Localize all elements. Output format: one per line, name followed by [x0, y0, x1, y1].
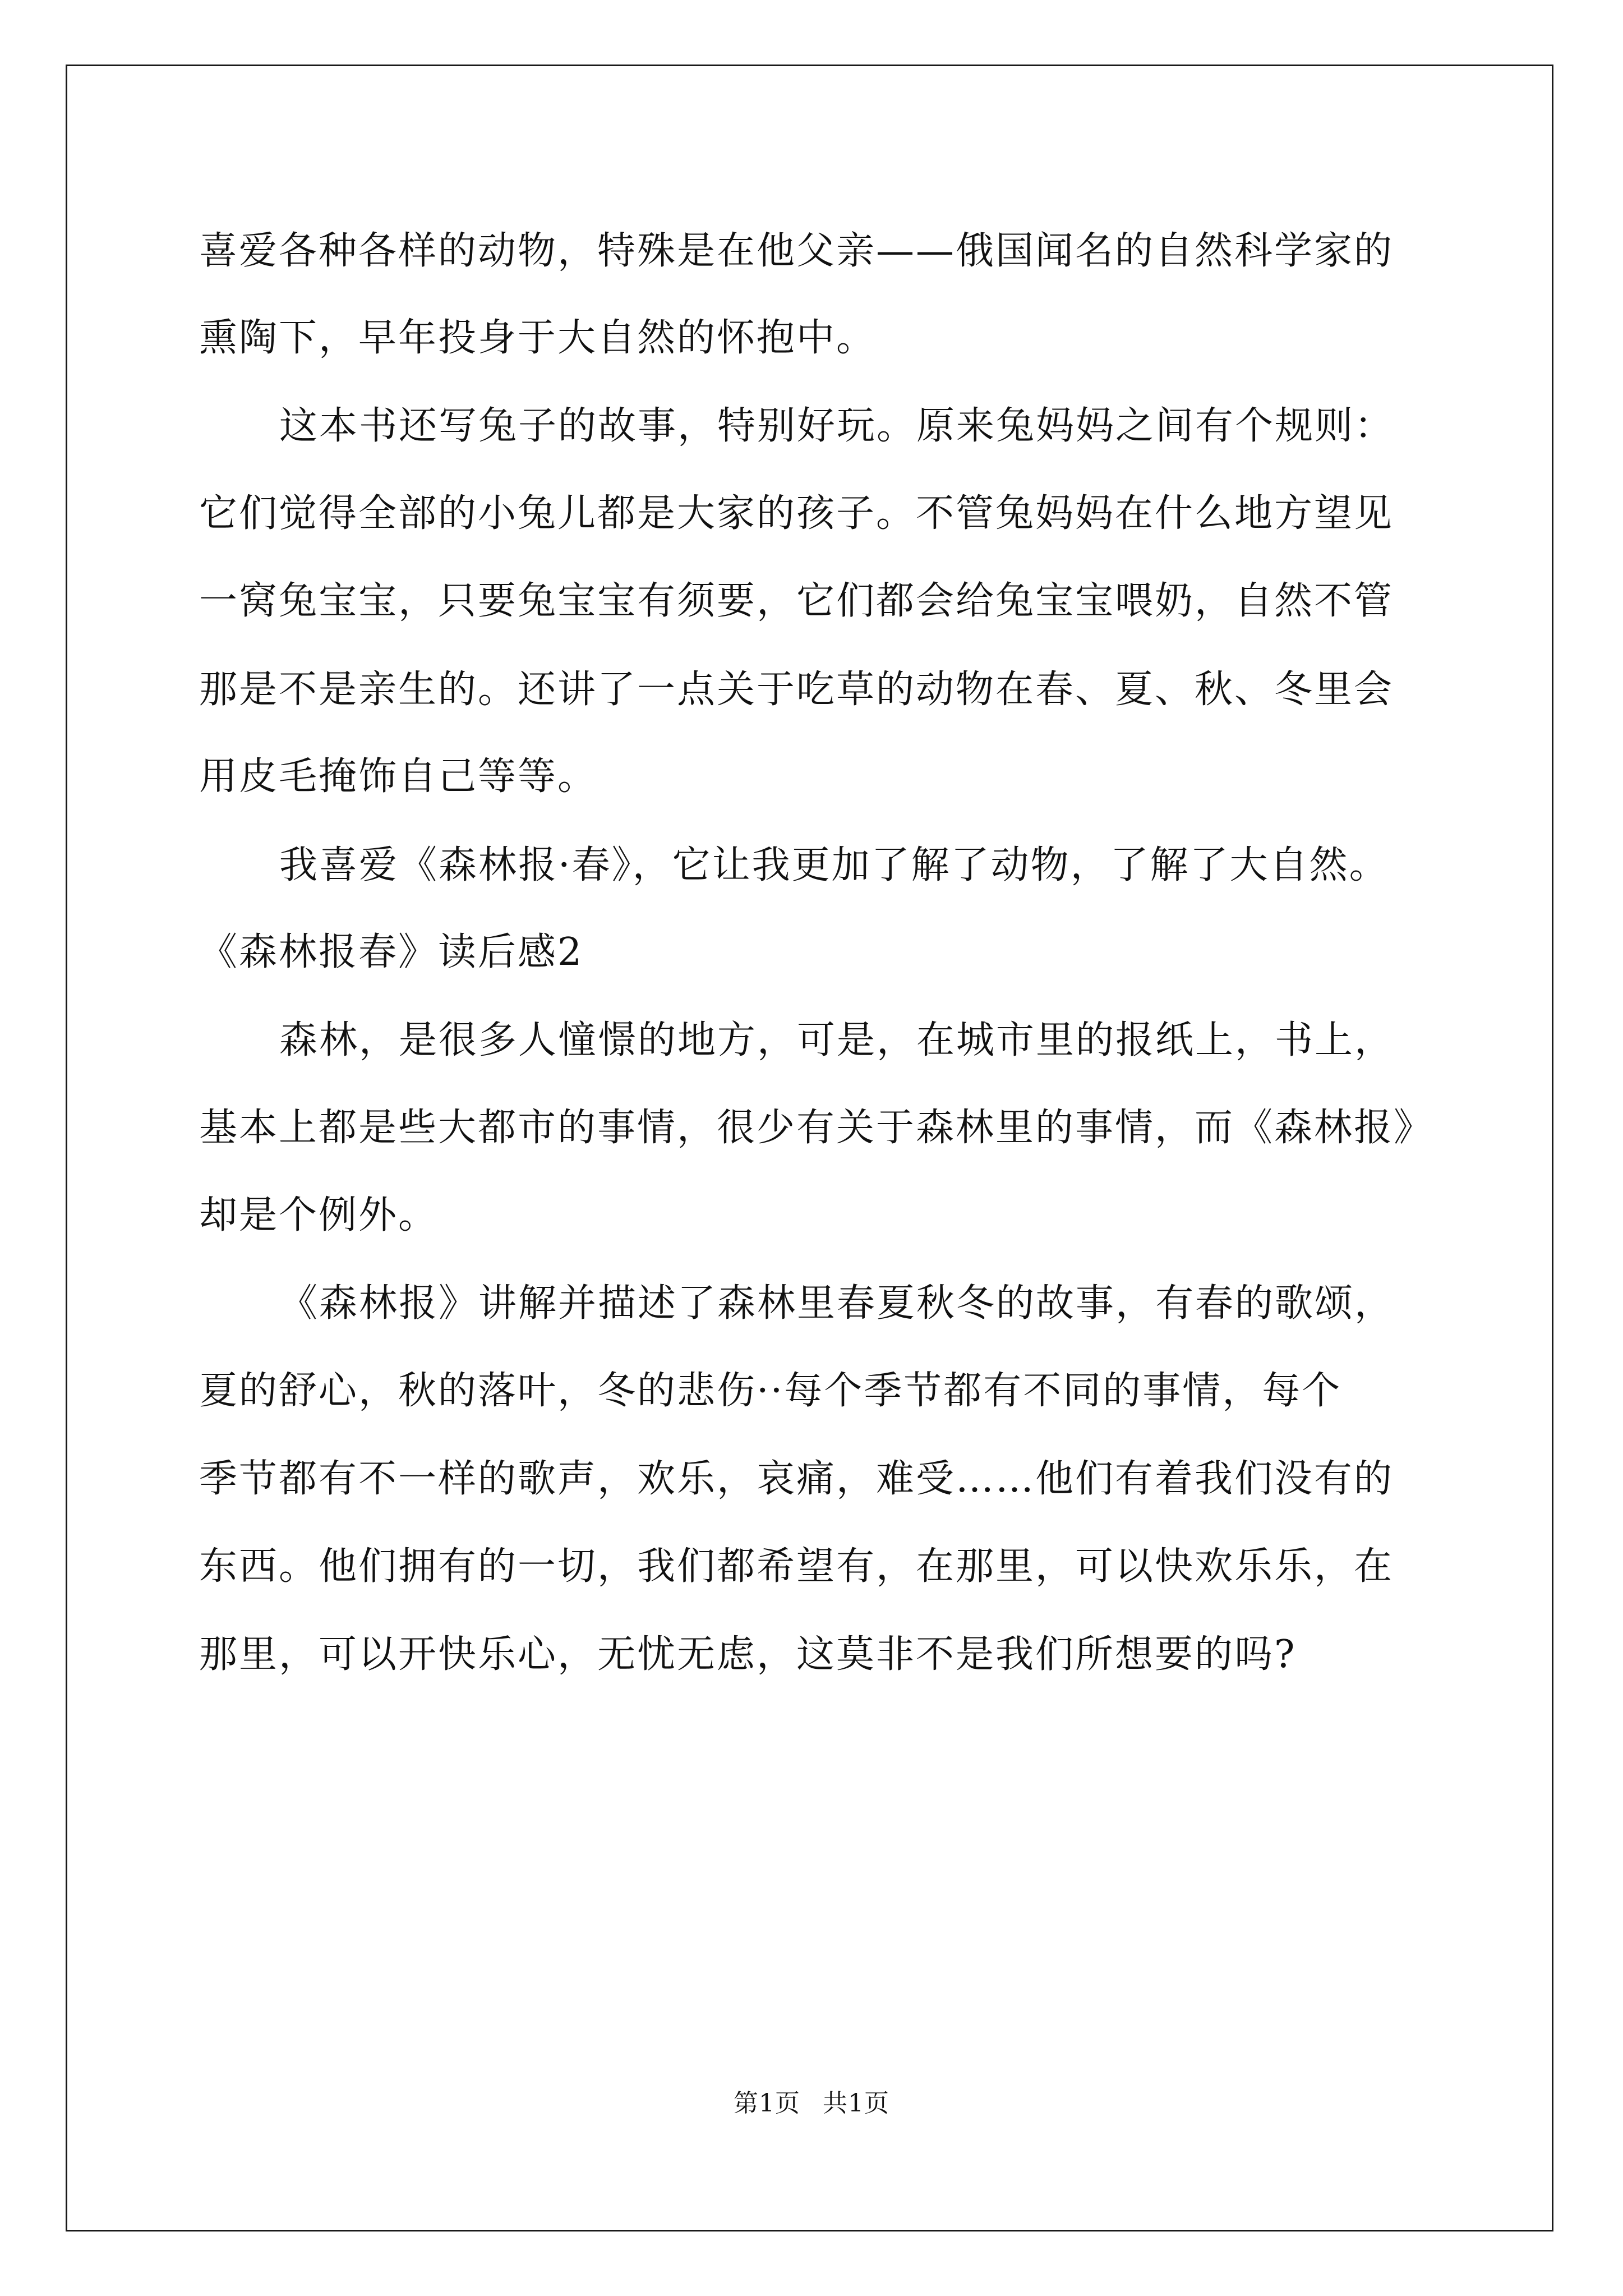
text-line: 东西。他们拥有的一切，我们都希望有，在那里，可以快欢乐乐，在: [199, 1544, 1394, 1589]
page-number: 第1页: [734, 2089, 800, 2118]
text-line: 熏陶下，早年投身于大自然的怀抱中。: [199, 316, 877, 360]
paragraph-start-line: 森林，是很多人憧憬的地方，可是，在城市里的报纸上，书上，: [279, 1018, 1395, 1062]
text-line: 喜爱各种各样的动物，特殊是在他父亲——俄国闻名的自然科学家的: [199, 229, 1394, 273]
text-line: 它们觉得全部的小兔儿都是大家的孩子。不管兔妈妈在什么地方望见: [199, 491, 1394, 536]
text-line: 那是不是亲生的。还讲了一点关于吃草的动物在春、夏、秋、冬里会: [199, 668, 1394, 712]
text-line: 夏的舒心，秋的落叶，冬的悲伤··每个季节都有不同的事情，每个: [199, 1369, 1342, 1413]
page-total: 共1页: [823, 2089, 889, 2118]
text-line: 基本上都是些大都市的事情，很少有关于森林里的事情，而《森林报》: [199, 1106, 1434, 1150]
text-line: 用皮毛掩饰自己等等。: [199, 754, 598, 799]
text-line: 一窝兔宝宝，只要兔宝宝有须要，它们都会给兔宝宝喂奶，自然不管: [199, 579, 1394, 623]
text-line: 那里，可以开快乐心，无忧无虑，这莫非不是我们所想要的吗?: [199, 1632, 1297, 1677]
page-footer: [0, 2089, 1623, 2118]
text-line: 却是个例外。: [199, 1193, 439, 1237]
paragraph-start-line: 这本书还写兔子的故事，特别好玩。原来兔妈妈之间有个规则：: [279, 404, 1395, 448]
paragraph-start-line: 《森林报》讲解并描述了森林里春夏秋冬的故事，有春的歌颂，: [279, 1281, 1395, 1326]
section-heading: 《森林报春》读后感2: [199, 930, 584, 974]
text-line: 季节都有不一样的歌声，欢乐，哀痛，难受……他们有着我们没有的: [199, 1457, 1394, 1501]
paragraph-start-line: 我喜爱《森林报·春》，它让我更加了解了动物，了解了大自然。: [279, 843, 1389, 887]
